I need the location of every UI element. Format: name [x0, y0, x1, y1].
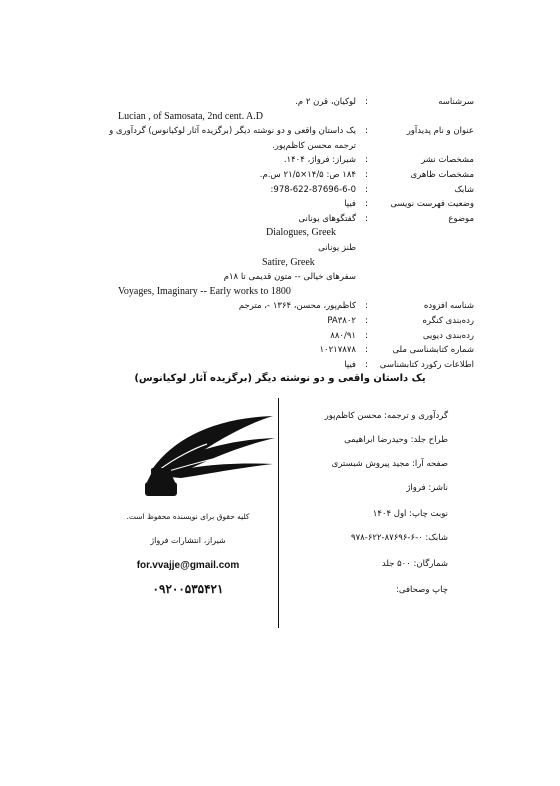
- catalog-row: [0, 109, 560, 125]
- credit-line: شابک: ۰-۶-۸۷۶۹۶-۶۲۲-۹۷۸: [351, 533, 448, 543]
- book-title: یک داستان واقعی و دو نوشته دیگر (برگزیده آثار لوکیانوس): [134, 373, 426, 384]
- catalog-value: Satire, Greek: [262, 256, 315, 268]
- catalog-row: [0, 342, 560, 358]
- catalog-row: [0, 313, 560, 329]
- cataloguing-record: [0, 0, 560, 378]
- catalog-label: وضعیت فهرست نویسی: [390, 199, 474, 210]
- catalog-colon: :: [365, 170, 369, 180]
- credit-line: شمارگان: ۵۰۰ جلد: [381, 559, 448, 569]
- catalog-row: [0, 298, 560, 314]
- catalog-value: ۸۸۰/۹۱: [330, 330, 356, 341]
- catalog-value: گفتگوهای یونانی: [298, 213, 356, 224]
- catalog-value: Voyages, Imaginary -- Early works to 1800: [118, 285, 291, 297]
- catalog-colon: :: [365, 330, 369, 341]
- catalog-label: شناسه افزوده: [423, 301, 474, 312]
- credit-line: طراح جلد: وحیدرضا ابراهیمی: [344, 435, 448, 445]
- catalog-row: [0, 167, 560, 183]
- rights-note: کلیه حقوق برای نویسنده محفوظ است.: [126, 512, 250, 521]
- catalog-label: شابک: [454, 184, 474, 195]
- catalog-row: [0, 255, 560, 271]
- catalog-value: شیراز: فرواژ، ۱۴۰۴.: [283, 155, 356, 166]
- catalog-colon: :: [365, 199, 369, 210]
- credit-line: صفحه آرا: مجید پیروش شبستری: [331, 459, 448, 469]
- catalog-row: [0, 182, 560, 198]
- catalog-value: ۱۰۲۱۷۸۷۸: [319, 345, 356, 356]
- catalog-colon: :: [365, 345, 369, 356]
- catalog-colon: :: [365, 359, 369, 370]
- catalog-colon: :: [365, 97, 369, 107]
- catalog-value: طنز یونانی: [318, 243, 356, 253]
- catalog-row: [0, 152, 560, 168]
- catalog-row: [0, 240, 560, 256]
- catalog-row: [0, 225, 560, 241]
- catalog-colon: :: [365, 155, 369, 166]
- catalog-value: ترجمه محسن کاظم‌پور.: [272, 140, 356, 151]
- catalog-colon: :: [365, 126, 369, 137]
- catalog-colon: :: [365, 316, 369, 326]
- catalog-row: [0, 269, 560, 285]
- inkwell-quill-icon: [145, 408, 277, 500]
- catalog-value: یک داستان واقعی و دو نوشته دیگر (برگزیده آثار لوکیانوس) گردآوری و: [109, 126, 356, 137]
- email-address[interactable]: for.vvajje@gmail.com: [136, 560, 240, 571]
- catalog-value: سفرهای خیالی -- متون قدیمی تا ۱۸م: [223, 272, 356, 283]
- catalog-value: Dialogues, Greek: [266, 227, 336, 239]
- catalog-row: [0, 138, 560, 154]
- catalog-colon: :: [365, 301, 369, 312]
- catalog-label: رده‌بندی دیویی: [422, 330, 474, 341]
- credit-line: ناشر: فرواژ: [406, 483, 448, 493]
- catalog-value: فیپا: [344, 199, 356, 210]
- catalog-label: عنوان و نام پدیدآور: [406, 126, 474, 137]
- catalog-row: [0, 211, 560, 227]
- credit-line: نوبت چاپ: اول ۱۴۰۴: [372, 509, 448, 519]
- catalog-label: اطلاعات رکورد کتابشناسی: [379, 359, 474, 370]
- catalog-row: [0, 284, 560, 300]
- catalog-colon: :: [365, 213, 369, 224]
- catalog-value: لوکیان، قرن ۲ م.: [295, 97, 356, 107]
- catalog-label: شماره کتابشناسی ملی: [392, 345, 474, 356]
- catalog-row: [0, 196, 560, 212]
- catalog-value: فیپا: [344, 359, 356, 370]
- catalog-label: مشخصات نشر: [421, 155, 474, 166]
- publisher-note: شیراز، انتشارات فرواژ: [150, 536, 226, 545]
- catalog-value: PA۳۸۰۲: [327, 316, 356, 326]
- catalog-value: Lucian , of Samosata, 2nd cent. A.D: [118, 110, 263, 122]
- catalog-row: [0, 328, 560, 344]
- catalog-colon: :: [365, 184, 369, 195]
- catalog-label: رده‌بندی کنگره: [422, 316, 474, 326]
- credit-line: چاپ وصحافی:: [396, 585, 448, 595]
- catalog-value: کاظم‌پور، محسن، ۱۳۶۴ -، مترجم: [238, 301, 356, 312]
- credit-line: گردآوری و ترجمه: محسن کاظم‌پور: [324, 411, 448, 421]
- catalog-value: ۱۸۴ ص: ۱۴/۵×۲۱/۵ س.م.: [259, 170, 356, 180]
- catalog-label: مشخصات ظاهری: [410, 170, 474, 180]
- catalog-label: موضوع: [448, 213, 474, 224]
- phone-number: ۰۹۲۰۰۵۳۵۴۲۱: [152, 582, 224, 596]
- catalog-row: [0, 123, 560, 139]
- catalog-label: سرشناسه: [438, 97, 474, 107]
- catalog-value: 978-622-87696-6-0:: [270, 184, 356, 195]
- catalog-row: [0, 94, 560, 110]
